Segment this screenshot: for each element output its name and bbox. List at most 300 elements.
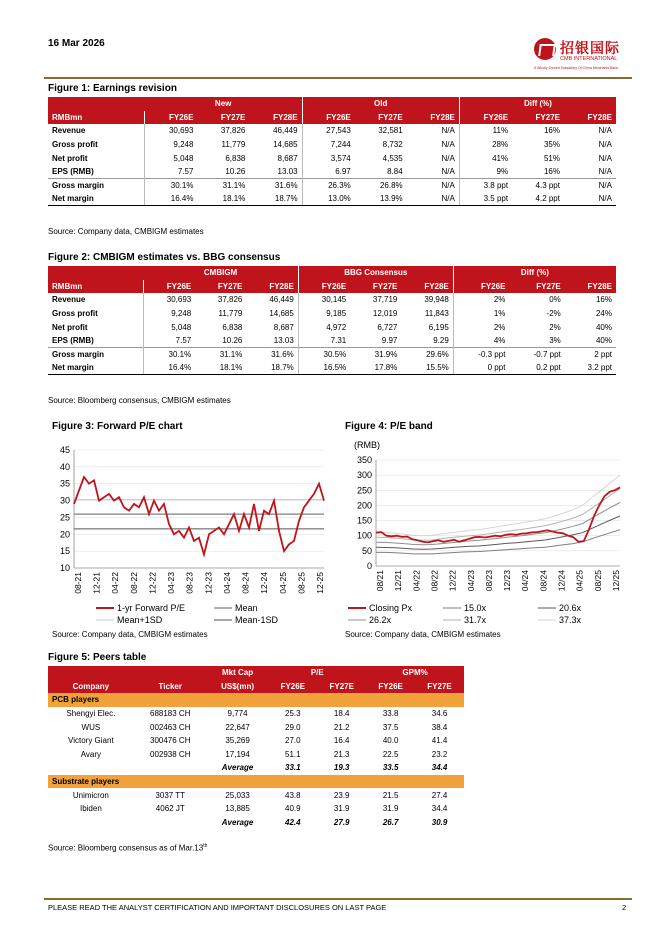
consensus-table <box>48 266 616 375</box>
cell-value: 13.03 <box>273 336 294 346</box>
cell-value: N/A <box>598 126 612 136</box>
column-header: FY27E <box>197 111 249 125</box>
cell-value: 31.6% <box>249 179 302 193</box>
x-tick-label: 08/24 <box>538 570 549 592</box>
cell-value: 11,779 <box>221 140 246 150</box>
average-row <box>48 761 464 775</box>
cell-value: 9.29 <box>433 336 449 346</box>
cell-value: 16.5% <box>298 361 350 375</box>
cell-blank <box>134 816 207 830</box>
cell-value: 17.8% <box>350 361 401 375</box>
cell-value: 9,774 <box>227 709 248 719</box>
row-label: EPS (RMB) <box>52 336 94 346</box>
y-axis-unit: (RMB) <box>354 440 380 450</box>
cell-value: N/A <box>441 126 455 136</box>
cell-value: 4.3 ppt <box>512 179 564 193</box>
table-row <box>48 707 464 721</box>
cell-value: N/A <box>441 140 455 150</box>
cell-value: 14,685 <box>273 140 298 150</box>
cell-value: 23.2 <box>431 749 448 759</box>
cell-value: 40% <box>595 336 612 346</box>
cell-value: N/A <box>598 167 612 177</box>
cell-value: 9,185 <box>298 307 350 321</box>
closing-price-line <box>376 487 620 542</box>
cell-value: 17,194 <box>225 749 250 759</box>
average-label: Average <box>221 817 254 827</box>
cell-value: 0% <box>549 295 561 305</box>
cell-value: 16% <box>595 295 612 305</box>
cell-value: 2% <box>549 322 561 332</box>
table-row <box>48 802 464 816</box>
column-header: FY26E <box>145 111 198 125</box>
column-header: FY28E <box>249 111 302 125</box>
cell-value: 27,543 <box>302 124 355 138</box>
unit-header: RMBmn <box>48 280 143 294</box>
cell-value: 40.0 <box>382 736 399 746</box>
column-header: FY28E <box>565 280 616 294</box>
legend-label: 26.2x <box>369 615 392 625</box>
fig4-source: Source: Company data, CMBIGM estimates <box>345 630 501 639</box>
cell-value: -0.7 ppt <box>509 348 564 362</box>
y-tick-label: 250 <box>356 485 372 496</box>
average-value: 30.9 <box>431 817 448 827</box>
group-header: BBG Consensus <box>298 266 453 280</box>
table-row <box>48 734 464 748</box>
cell-value: 27.4 <box>431 790 448 800</box>
logo-sub: A Wholly Owned Subsidiary Of China Merchants Bank <box>534 66 619 70</box>
footer-disclaimer: PLEASE READ THE ANALYST CERTIFICATION AND IMPORTANT DISCLOSURES ON LAST PAGE <box>48 903 387 912</box>
cell-value: 21.2 <box>333 722 350 732</box>
cell-value: 31.1% <box>195 348 246 362</box>
cell-value: 3.5 ppt <box>459 192 512 206</box>
cmbi-logo <box>532 36 632 76</box>
x-tick-label: 12-23 <box>203 572 214 594</box>
y-tick-label: 100 <box>356 530 372 541</box>
y-tick-label: 25 <box>59 512 70 523</box>
x-tick-label: 04/25 <box>574 570 585 592</box>
row-label: Gross profit <box>52 140 98 150</box>
column-header: FY26E <box>298 280 350 294</box>
column-header: FY27E <box>509 280 564 294</box>
x-tick-label: 04-24 <box>221 572 232 594</box>
cell-value: N/A <box>598 153 612 163</box>
average-value: 33.1 <box>285 763 301 773</box>
cell-value: 9,248 <box>145 138 198 152</box>
cell-value: 15.5% <box>401 361 453 375</box>
x-tick-label: 08-21 <box>73 572 83 594</box>
header-blank <box>48 97 145 111</box>
cell-value: 9,248 <box>143 307 195 321</box>
x-tick-label: 08/21 <box>375 570 385 592</box>
logo-cn: 招银国际 <box>560 41 620 57</box>
cell-value: 7,244 <box>302 138 355 152</box>
table-row <box>48 151 616 165</box>
cell-value: 37,719 <box>372 295 398 305</box>
cell-value: 13.9% <box>355 192 407 206</box>
cell-value: 11,779 <box>218 309 243 319</box>
row-label: Net profit <box>52 153 88 163</box>
cell-value: 6,727 <box>377 322 398 332</box>
legend-label: 20.6x <box>559 603 582 613</box>
table-row <box>48 307 616 321</box>
cell-value: N/A <box>407 192 460 206</box>
cell-value: 0 ppt <box>453 361 509 375</box>
fig3-title: Figure 3: Forward P/E chart <box>52 421 183 432</box>
fig1-title: Figure 1: Earnings revision <box>48 83 177 94</box>
cell-value: 18.7% <box>249 192 302 206</box>
column-header: FY26E <box>268 680 317 694</box>
cell-value: 37.5 <box>382 722 399 732</box>
group-header: CMBIGM <box>143 266 298 280</box>
cell-value: Ibiden <box>79 804 102 814</box>
cell-value: 6.97 <box>302 165 355 179</box>
legend-label: 31.7x <box>464 615 487 625</box>
cell-value: 38.4 <box>431 722 448 732</box>
legend-label: Mean-1SD <box>235 615 279 625</box>
cell-value: 34.6 <box>431 709 448 719</box>
average-value: 27.9 <box>333 817 350 827</box>
column-header: FY26E <box>366 680 415 694</box>
table-row <box>48 124 616 138</box>
cell-value: 35,269 <box>225 736 250 746</box>
cell-value: 3037 TT <box>155 790 186 800</box>
column-header: FY27E <box>317 680 366 694</box>
x-tick-label: 08-25 <box>296 572 307 594</box>
page-number: 2 <box>622 903 627 912</box>
row-label: Net margin <box>48 361 143 375</box>
column-header: FY26E <box>453 280 509 294</box>
legend-label: 37.3x <box>559 615 582 625</box>
cell-value: 37,826 <box>217 295 243 305</box>
report-date: 16 Mar 2026 <box>48 38 105 49</box>
cell-value: 31.6% <box>246 348 298 362</box>
forward-pe-line <box>74 477 324 555</box>
cell-value: 6,195 <box>428 322 449 332</box>
pe-band-line <box>376 502 620 544</box>
cell-value: 11,843 <box>424 309 449 319</box>
cell-value: 33.8 <box>382 709 399 719</box>
x-tick-label: 12-24 <box>259 572 270 594</box>
cell-value: 51.1 <box>285 749 301 759</box>
legend-label: Mean <box>235 603 258 613</box>
cell-value: 16% <box>543 126 560 136</box>
cell-value: 688183 CH <box>150 709 191 719</box>
cell-value: 25.3 <box>285 709 301 719</box>
group-header: GPM% <box>366 666 464 680</box>
cell-value: 39,948 <box>424 295 449 305</box>
x-tick-label: 12/25 <box>611 570 621 592</box>
cell-value: 41.4 <box>431 736 448 746</box>
row-label: EPS (RMB) <box>52 167 94 177</box>
x-tick-label: 08-22 <box>128 572 139 594</box>
cell-blank <box>134 761 207 775</box>
cell-value: N/A <box>441 153 455 163</box>
x-tick-label: 04-23 <box>166 572 177 594</box>
cell-value: 3% <box>549 336 561 346</box>
cell-value: 30.5% <box>298 348 350 362</box>
table-row <box>48 720 464 734</box>
cell-value: WUS <box>81 722 101 732</box>
cell-value: N/A <box>564 179 616 193</box>
cell-value: 22,647 <box>225 722 250 732</box>
pe-band-chart <box>340 436 636 626</box>
fig2-source: Source: Bloomberg consensus, CMBIGM estimates <box>48 396 231 405</box>
column-header: FY27E <box>355 111 407 125</box>
fig5-source <box>48 843 207 853</box>
cell-value: 16.4% <box>143 361 195 375</box>
cell-value: Unimicron <box>72 790 109 800</box>
table-row <box>48 348 616 362</box>
column-header: FY28E <box>407 111 460 125</box>
row-label: Gross margin <box>48 348 143 362</box>
cmbi-logo-icon <box>534 38 556 60</box>
cell-value: 8,732 <box>382 140 403 150</box>
table-row <box>48 192 616 206</box>
average-value: 42.4 <box>285 817 301 827</box>
cell-value: 4% <box>453 334 509 348</box>
cell-value: Victory Giant <box>68 736 114 746</box>
table-row <box>48 788 464 802</box>
cell-value: 2% <box>453 293 509 307</box>
cell-value: 51% <box>543 153 560 163</box>
average-label: Average <box>221 763 254 773</box>
table-row <box>48 320 616 334</box>
cell-value: Avary <box>80 749 102 759</box>
cell-value: N/A <box>407 179 460 193</box>
cell-value: 14,685 <box>269 309 294 319</box>
cell-value: 4,535 <box>382 153 403 163</box>
x-tick-label: 04/23 <box>465 570 476 592</box>
section-row <box>48 693 464 707</box>
section-label: PCB players <box>48 693 464 707</box>
forward-pe-chart <box>44 436 334 626</box>
cell-value: 24% <box>595 309 612 319</box>
group-header: P/E <box>268 666 366 680</box>
cell-value: 18.7% <box>246 361 298 375</box>
section-row <box>48 775 464 789</box>
x-tick-label: 12-25 <box>315 572 325 594</box>
cell-value: 31.9% <box>350 348 401 362</box>
fig5-title: Figure 5: Peers table <box>48 652 147 663</box>
y-tick-label: 0 <box>366 561 372 571</box>
cell-value: -2% <box>546 309 561 319</box>
x-tick-label: 04-22 <box>110 572 121 594</box>
column-header: FY26E <box>302 111 355 125</box>
legend-label: 15.0x <box>464 603 487 613</box>
x-tick-label: 08-24 <box>240 572 251 594</box>
cell-value: 002938 CH <box>150 749 191 759</box>
cell-value: 10.26 <box>222 336 243 346</box>
row-label: Gross profit <box>52 309 98 319</box>
cell-value: 30,693 <box>143 293 195 307</box>
y-tick-label: 15 <box>59 546 70 557</box>
column-header: FY28E <box>564 111 616 125</box>
cell-value: N/A <box>441 167 455 177</box>
average-value: 34.4 <box>431 763 448 773</box>
cell-value: 32,581 <box>378 126 403 136</box>
cell-value: 26.8% <box>355 179 407 193</box>
header-blank <box>134 666 207 680</box>
y-tick-label: 10 <box>59 563 70 573</box>
cell-value: Shengyi Elec. <box>66 709 116 719</box>
cell-value: 13.03 <box>277 167 298 177</box>
column-header: FY27E <box>415 680 464 694</box>
cell-value: 1% <box>453 307 509 321</box>
y-tick-label: 20 <box>59 529 70 540</box>
fig5-source-text: Source: Bloomberg consensus as of Mar.13 <box>48 843 204 853</box>
x-tick-label: 12/22 <box>447 570 458 592</box>
cell-value: 3.2 ppt <box>565 361 616 375</box>
average-row <box>48 816 464 830</box>
table-row <box>48 748 464 762</box>
fig5-source-sup: th <box>203 843 208 849</box>
x-tick-label: 04-25 <box>277 572 288 594</box>
cell-value: 35% <box>543 140 560 150</box>
column-header: FY27E <box>350 280 401 294</box>
cell-value: 3.8 ppt <box>459 179 512 193</box>
group-header: New <box>145 97 302 111</box>
cell-value: 22.5 <box>382 749 399 759</box>
x-tick-label: 04/22 <box>411 570 422 592</box>
cell-value: 5,048 <box>145 151 198 165</box>
group-header: Diff (%) <box>453 266 616 280</box>
cell-value: 8,687 <box>277 153 298 163</box>
row-label: Net margin <box>48 192 145 206</box>
fig3-source: Source: Company data, CMBIGM estimates <box>52 630 208 639</box>
y-tick-label: 350 <box>356 455 372 465</box>
section-label: Substrate players <box>48 775 464 789</box>
cell-value: 4,972 <box>298 320 350 334</box>
legend-label: Mean+1SD <box>117 615 163 625</box>
cell-value: 21.5 <box>382 790 399 800</box>
cell-value: 13,885 <box>225 804 250 814</box>
header-blank <box>48 266 143 280</box>
cell-value: 18.4 <box>333 709 350 719</box>
cell-value: 25,033 <box>225 790 250 800</box>
cell-value: 29.0 <box>285 722 301 732</box>
cell-value: 16% <box>543 167 560 177</box>
cell-value: 30.1% <box>145 179 198 193</box>
y-tick-label: 45 <box>59 445 70 455</box>
cell-value: 30.1% <box>143 348 195 362</box>
cell-value: 10.26 <box>225 167 246 177</box>
average-value: 19.3 <box>333 763 350 773</box>
cell-value: 4.2 ppt <box>512 192 564 206</box>
cell-value: 43.8 <box>285 790 301 800</box>
table-row <box>48 293 616 307</box>
cell-value: 18.1% <box>195 361 246 375</box>
cell-value: N/A <box>598 140 612 150</box>
earnings-revision-table <box>48 97 616 206</box>
y-tick-label: 30 <box>59 495 70 506</box>
table-row <box>48 334 616 348</box>
cell-value: 11% <box>459 124 512 138</box>
cell-value: 37,826 <box>220 126 246 136</box>
cell-value: 31.1% <box>197 179 249 193</box>
column-header: FY26E <box>459 111 512 125</box>
x-tick-label: 08/25 <box>592 570 603 592</box>
x-tick-label: 12-21 <box>91 572 102 594</box>
column-header: FY27E <box>512 111 564 125</box>
row-label: Revenue <box>52 295 86 305</box>
cell-value: -0.3 ppt <box>453 348 509 362</box>
cell-value: 34.4 <box>431 804 448 814</box>
column-header: FY27E <box>195 280 246 294</box>
cell-value: 5,048 <box>143 320 195 334</box>
cell-value: 300476 CH <box>150 736 191 746</box>
logo-en: CMB INTERNATIONAL <box>560 56 618 62</box>
cell-value: 27.0 <box>285 736 301 746</box>
column-header: FY26E <box>143 280 195 294</box>
x-tick-label: 08/23 <box>483 570 494 592</box>
cell-blank <box>48 761 134 775</box>
cell-value: 9.97 <box>381 336 398 346</box>
cell-value: 23.9 <box>333 790 350 800</box>
y-tick-label: 300 <box>356 470 372 481</box>
table-row <box>48 179 616 193</box>
cell-value: 46,449 <box>269 295 294 305</box>
cell-value: 18.1% <box>197 192 249 206</box>
cell-value: 30,693 <box>145 124 198 138</box>
cell-value: 7.31 <box>298 334 350 348</box>
cell-value: 29.6% <box>401 348 453 362</box>
x-tick-label: 12/23 <box>502 570 513 592</box>
cell-value: 8.84 <box>387 167 403 177</box>
x-tick-label: 08/22 <box>429 570 440 592</box>
row-label: Revenue <box>52 126 86 136</box>
column-header: Ticker <box>134 680 207 694</box>
column-header: FY28E <box>246 280 298 294</box>
y-tick-label: 40 <box>59 461 70 472</box>
table-row <box>48 138 616 152</box>
cell-value: 7.57 <box>145 165 198 179</box>
cell-value: 40.9 <box>285 804 301 814</box>
cell-value: 28% <box>459 138 512 152</box>
fig4-title: Figure 4: P/E band <box>345 421 433 432</box>
cell-value: 16.4 <box>333 736 350 746</box>
x-tick-label: 12/24 <box>556 570 567 592</box>
x-tick-label: 12-22 <box>147 572 158 594</box>
cell-value: 9% <box>459 165 512 179</box>
x-tick-label: 08-23 <box>184 572 195 594</box>
cell-value: 6,838 <box>222 322 243 332</box>
cell-value: 2 ppt <box>565 348 616 362</box>
average-value: 33.5 <box>382 763 399 773</box>
column-header: Company <box>48 680 134 694</box>
cell-value: N/A <box>564 192 616 206</box>
row-label: Net profit <box>52 322 88 332</box>
group-header: Mkt Cap <box>207 666 269 680</box>
y-tick-label: 200 <box>356 500 372 511</box>
cell-value: 2% <box>453 320 509 334</box>
x-tick-label: 04/24 <box>520 570 531 592</box>
y-tick-label: 50 <box>361 545 372 556</box>
unit-header: RMBmn <box>48 111 145 125</box>
column-header: FY28E <box>401 280 453 294</box>
cell-value: 13.0% <box>302 192 355 206</box>
header-blank <box>48 666 134 680</box>
peers-table <box>48 666 464 829</box>
x-tick-label: 12/21 <box>393 570 404 592</box>
cell-value: 30,145 <box>298 293 350 307</box>
fig2-title: Figure 2: CMBIGM estimates vs. BBG consensus <box>48 252 281 263</box>
legend-label: Closing Px <box>369 603 413 613</box>
footer-rule <box>44 898 632 900</box>
y-tick-label: 35 <box>59 478 70 489</box>
header-rule <box>44 77 632 79</box>
average-value: 26.7 <box>382 817 399 827</box>
cell-value: 46,449 <box>273 126 298 136</box>
